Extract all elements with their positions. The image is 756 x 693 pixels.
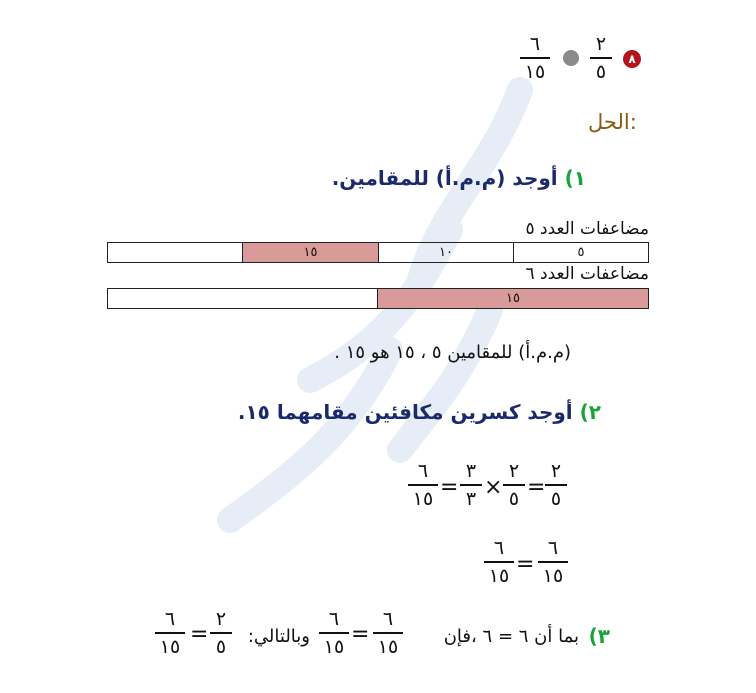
solution-label: الحل:: [588, 110, 637, 134]
problem-right-fraction: [520, 33, 550, 83]
fraction-denominator: ١٥: [542, 565, 564, 587]
fraction-denominator: ١٥: [488, 565, 510, 587]
strip1-label: مضاعفات العدد ٥: [525, 219, 649, 239]
fraction-denominator: ٥: [508, 488, 520, 510]
fraction-denominator: ٥: [215, 636, 227, 658]
fraction-numerator: ٦: [164, 608, 176, 630]
fraction-denominator: ٥: [595, 61, 607, 83]
step3-number: ٣): [588, 624, 610, 648]
step3-fraction-1: [373, 608, 403, 658]
fraction-numerator: ٣: [465, 460, 477, 482]
problem-number-badge: ٨: [623, 50, 641, 68]
fraction-numerator: ٦: [529, 33, 541, 55]
fraction-numerator: ٦: [382, 608, 394, 630]
fraction-numerator: ٦: [328, 608, 340, 630]
equals-sign: =: [190, 622, 209, 647]
fraction-numerator: ٢: [215, 608, 227, 630]
fraction-numerator: ٦: [493, 537, 505, 559]
step3-text-b: وبالتالي:: [247, 626, 310, 647]
step2-heading: [238, 400, 601, 424]
fraction-denominator: ١٥: [412, 488, 434, 510]
step1-number: ١): [564, 166, 586, 190]
strip1-cell: ١٠: [378, 243, 513, 262]
fraction-numerator: ٦: [547, 537, 559, 559]
eq2-fraction-2: [484, 537, 514, 587]
strip1-cell-highlighted: ١٥: [242, 243, 378, 262]
fraction-denominator: ٣: [465, 488, 477, 510]
fraction-numerator: ٢: [508, 460, 520, 482]
fraction-denominator: ١٥: [159, 636, 181, 658]
fraction-numerator: ٢: [595, 33, 607, 55]
step2-number: ٢): [579, 400, 601, 424]
equals-sign: =: [440, 475, 459, 500]
step1-text: أوجد (م.م.أ) للمقامين.: [331, 166, 558, 190]
strip1-cell: [108, 243, 242, 262]
fraction-denominator: ٥: [550, 488, 562, 510]
step3-text-a: بما أن ٦ = ٦ ،فإن: [443, 626, 579, 647]
multiples-of-6-strip: [107, 288, 649, 309]
eq1-fraction-2: [503, 460, 525, 510]
step3-number-wrap: [589, 624, 610, 648]
strip1-cell: ٥: [513, 243, 648, 262]
step3-fraction-2: [319, 608, 349, 658]
step2-text: أوجد كسرين مكافئين مقامهما ١٥.: [237, 400, 573, 424]
step1-heading: [332, 166, 586, 190]
lcm-sentence: (م.م.أ) للمقامين ٥ ، ١٥ هو ١٥ .: [334, 342, 571, 363]
strip2-label: مضاعفات العدد ٦: [525, 264, 649, 284]
step3-fraction-4: [155, 608, 185, 658]
fraction-denominator: ١٥: [524, 61, 546, 83]
eq1-fraction-1: [545, 460, 567, 510]
fraction-numerator: ٦: [417, 460, 429, 482]
comparison-circle[interactable]: [563, 50, 579, 66]
fraction-denominator: ١٥: [377, 636, 399, 658]
problem-left-fraction: [590, 33, 612, 83]
multiples-of-5-strip: [107, 242, 649, 263]
eq1-fraction-4: [408, 460, 438, 510]
equals-sign: =: [351, 622, 370, 647]
eq1-fraction-3: [460, 460, 482, 510]
strip2-cell: [108, 289, 377, 308]
equals-sign: =: [527, 475, 546, 500]
fraction-denominator: ١٥: [323, 636, 345, 658]
step3-fraction-3: [210, 608, 232, 658]
times-sign: ×: [484, 475, 503, 500]
fraction-numerator: ٢: [550, 460, 562, 482]
equals-sign: =: [516, 552, 535, 577]
strip2-cell-highlighted: ١٥: [377, 289, 648, 308]
eq2-fraction-1: [538, 537, 568, 587]
